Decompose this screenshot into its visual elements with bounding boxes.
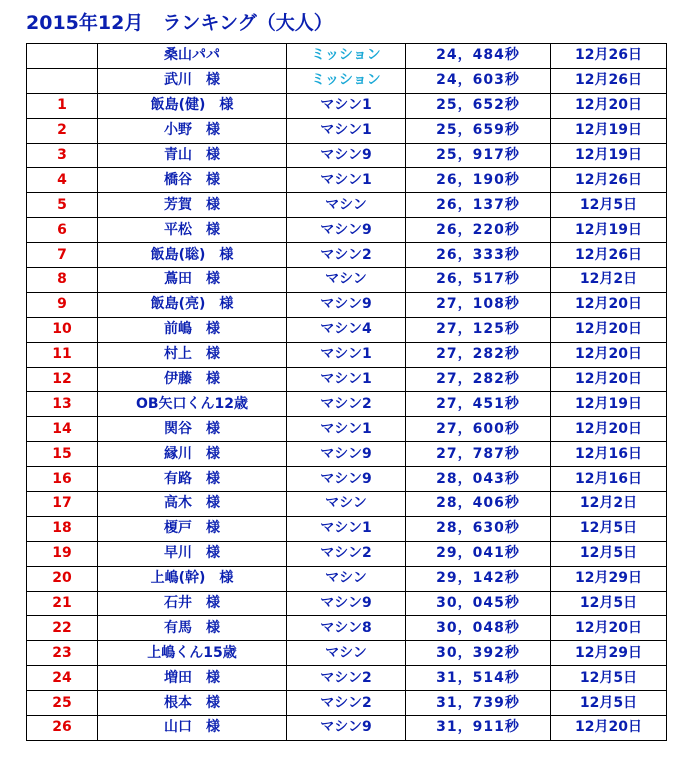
date-cell: 12月29日: [551, 641, 667, 666]
time-cell: 29，142秒: [406, 566, 551, 591]
table-row: [27, 193, 667, 218]
name-cell: 青山 様: [98, 143, 287, 168]
date-cell: 12月20日: [551, 317, 667, 342]
ranking-table: [26, 43, 667, 741]
table-row: [27, 168, 667, 193]
machine-cell: マシン1: [287, 367, 406, 392]
machine-cell: マシン1: [287, 417, 406, 442]
machine-cell: マシン9: [287, 716, 406, 741]
name-cell: 芳賀 様: [98, 193, 287, 218]
machine-cell: マシン1: [287, 93, 406, 118]
name-cell: 石井 様: [98, 591, 287, 616]
name-cell: 飯島(聡) 様: [98, 243, 287, 268]
time-cell: 26，137秒: [406, 193, 551, 218]
date-cell: 12月5日: [551, 541, 667, 566]
time-cell: 27，282秒: [406, 367, 551, 392]
table-row: [27, 417, 667, 442]
rank-cell: 4: [27, 168, 98, 193]
rank-cell: 24: [27, 666, 98, 691]
machine-cell: マシン9: [287, 292, 406, 317]
date-cell: 12月16日: [551, 442, 667, 467]
rank-cell: 7: [27, 243, 98, 268]
rank-cell: 19: [27, 541, 98, 566]
table-row: [27, 342, 667, 367]
time-cell: 31，514秒: [406, 666, 551, 691]
name-cell: 小野 様: [98, 118, 287, 143]
time-cell: 28，406秒: [406, 492, 551, 517]
table-row: [27, 591, 667, 616]
name-cell: 根本 様: [98, 691, 287, 716]
rank-cell: 11: [27, 342, 98, 367]
table-row: [27, 541, 667, 566]
table-row: [27, 492, 667, 517]
table-row: [27, 516, 667, 541]
rank-cell: 10: [27, 317, 98, 342]
table-row: [27, 218, 667, 243]
date-cell: 12月26日: [551, 243, 667, 268]
machine-cell: マシン: [287, 268, 406, 293]
machine-cell: マシン1: [287, 516, 406, 541]
table-row: [27, 566, 667, 591]
machine-cell: マシン2: [287, 541, 406, 566]
time-cell: 27，600秒: [406, 417, 551, 442]
date-cell: 12月20日: [551, 93, 667, 118]
machine-cell: マシン2: [287, 666, 406, 691]
machine-cell: マシン4: [287, 317, 406, 342]
rank-cell: 8: [27, 268, 98, 293]
date-cell: 12月26日: [551, 68, 667, 93]
table-row: [27, 367, 667, 392]
table-row: [27, 317, 667, 342]
time-cell: 25，917秒: [406, 143, 551, 168]
rank-cell: 23: [27, 641, 98, 666]
machine-cell: マシン9: [287, 218, 406, 243]
time-cell: 30，392秒: [406, 641, 551, 666]
rank-cell: 15: [27, 442, 98, 467]
time-cell: 29，041秒: [406, 541, 551, 566]
name-cell: 前嶋 様: [98, 317, 287, 342]
date-cell: 12月26日: [551, 168, 667, 193]
time-cell: 27，282秒: [406, 342, 551, 367]
rank-cell: 14: [27, 417, 98, 442]
name-cell: 山口 様: [98, 716, 287, 741]
name-cell: 伊藤 様: [98, 367, 287, 392]
rank-cell: 21: [27, 591, 98, 616]
time-cell: 30，048秒: [406, 616, 551, 641]
machine-cell: マシン: [287, 641, 406, 666]
table-row: [27, 641, 667, 666]
date-cell: 12月19日: [551, 218, 667, 243]
time-cell: 30，045秒: [406, 591, 551, 616]
date-cell: 12月5日: [551, 591, 667, 616]
table-row: [27, 268, 667, 293]
date-cell: 12月20日: [551, 716, 667, 741]
rank-cell: 6: [27, 218, 98, 243]
rank-cell: 5: [27, 193, 98, 218]
machine-cell: マシン: [287, 566, 406, 591]
rank-cell: 13: [27, 392, 98, 417]
rank-cell: 25: [27, 691, 98, 716]
machine-cell: ミッション: [287, 68, 406, 93]
name-cell: 橋谷 様: [98, 168, 287, 193]
page-title: 2015年12月 ランキング（大人）: [26, 12, 333, 34]
name-cell: 榎戸 様: [98, 516, 287, 541]
table-row: [27, 44, 667, 69]
rank-cell: 18: [27, 516, 98, 541]
date-cell: 12月2日: [551, 268, 667, 293]
name-cell: 村上 様: [98, 342, 287, 367]
rank-cell: 3: [27, 143, 98, 168]
date-cell: 12月5日: [551, 691, 667, 716]
rank-cell: [27, 44, 98, 69]
ranking-table-body: [27, 44, 667, 741]
table-row: [27, 93, 667, 118]
date-cell: 12月19日: [551, 392, 667, 417]
table-row: [27, 467, 667, 492]
table-row: [27, 691, 667, 716]
time-cell: 25，659秒: [406, 118, 551, 143]
time-cell: 28，043秒: [406, 467, 551, 492]
rank-cell: 17: [27, 492, 98, 517]
name-cell: 有路 様: [98, 467, 287, 492]
date-cell: 12月20日: [551, 417, 667, 442]
date-cell: 12月5日: [551, 193, 667, 218]
machine-cell: マシン2: [287, 691, 406, 716]
name-cell: 平松 様: [98, 218, 287, 243]
name-cell: 有馬 様: [98, 616, 287, 641]
time-cell: 31，911秒: [406, 716, 551, 741]
rank-cell: 1: [27, 93, 98, 118]
rank-cell: 22: [27, 616, 98, 641]
name-cell: 飯島(健) 様: [98, 93, 287, 118]
rank-cell: [27, 68, 98, 93]
date-cell: 12月20日: [551, 292, 667, 317]
table-row: [27, 143, 667, 168]
table-row: [27, 243, 667, 268]
date-cell: 12月19日: [551, 118, 667, 143]
table-row: [27, 392, 667, 417]
machine-cell: マシン9: [287, 591, 406, 616]
machine-cell: マシン1: [287, 118, 406, 143]
table-row: [27, 68, 667, 93]
name-cell: 増田 様: [98, 666, 287, 691]
name-cell: 飯島(亮) 様: [98, 292, 287, 317]
machine-cell: マシン1: [287, 342, 406, 367]
name-cell: 高木 様: [98, 492, 287, 517]
machine-cell: ミッション: [287, 44, 406, 69]
machine-cell: マシン9: [287, 442, 406, 467]
time-cell: 26，220秒: [406, 218, 551, 243]
name-cell: 桑山パパ: [98, 44, 287, 69]
name-cell: 上嶋くん15歳: [98, 641, 287, 666]
name-cell: 縁川 様: [98, 442, 287, 467]
time-cell: 27，125秒: [406, 317, 551, 342]
name-cell: OB矢口くん12歳: [98, 392, 287, 417]
date-cell: 12月16日: [551, 467, 667, 492]
date-cell: 12月20日: [551, 367, 667, 392]
name-cell: 武川 様: [98, 68, 287, 93]
machine-cell: マシン1: [287, 168, 406, 193]
machine-cell: マシン8: [287, 616, 406, 641]
name-cell: 関谷 様: [98, 417, 287, 442]
machine-cell: マシン: [287, 492, 406, 517]
table-row: [27, 616, 667, 641]
name-cell: 早川 様: [98, 541, 287, 566]
table-row: [27, 118, 667, 143]
time-cell: 24，603秒: [406, 68, 551, 93]
time-cell: 24，484秒: [406, 44, 551, 69]
rank-cell: 9: [27, 292, 98, 317]
time-cell: 25，652秒: [406, 93, 551, 118]
machine-cell: マシン9: [287, 467, 406, 492]
time-cell: 26，517秒: [406, 268, 551, 293]
time-cell: 31，739秒: [406, 691, 551, 716]
table-row: [27, 292, 667, 317]
date-cell: 12月5日: [551, 666, 667, 691]
date-cell: 12月26日: [551, 44, 667, 69]
rank-cell: 16: [27, 467, 98, 492]
date-cell: 12月2日: [551, 492, 667, 517]
time-cell: 27，451秒: [406, 392, 551, 417]
name-cell: 上嶋(幹) 様: [98, 566, 287, 591]
machine-cell: マシン2: [287, 243, 406, 268]
rank-cell: 20: [27, 566, 98, 591]
time-cell: 26，333秒: [406, 243, 551, 268]
rank-cell: 12: [27, 367, 98, 392]
date-cell: 12月5日: [551, 516, 667, 541]
machine-cell: マシン: [287, 193, 406, 218]
name-cell: 蔦田 様: [98, 268, 287, 293]
machine-cell: マシン2: [287, 392, 406, 417]
time-cell: 27，108秒: [406, 292, 551, 317]
rank-cell: 26: [27, 716, 98, 741]
time-cell: 28，630秒: [406, 516, 551, 541]
table-row: [27, 666, 667, 691]
table-row: [27, 716, 667, 741]
table-row: [27, 442, 667, 467]
date-cell: 12月19日: [551, 143, 667, 168]
date-cell: 12月29日: [551, 566, 667, 591]
date-cell: 12月20日: [551, 616, 667, 641]
date-cell: 12月20日: [551, 342, 667, 367]
time-cell: 26，190秒: [406, 168, 551, 193]
time-cell: 27，787秒: [406, 442, 551, 467]
machine-cell: マシン9: [287, 143, 406, 168]
rank-cell: 2: [27, 118, 98, 143]
